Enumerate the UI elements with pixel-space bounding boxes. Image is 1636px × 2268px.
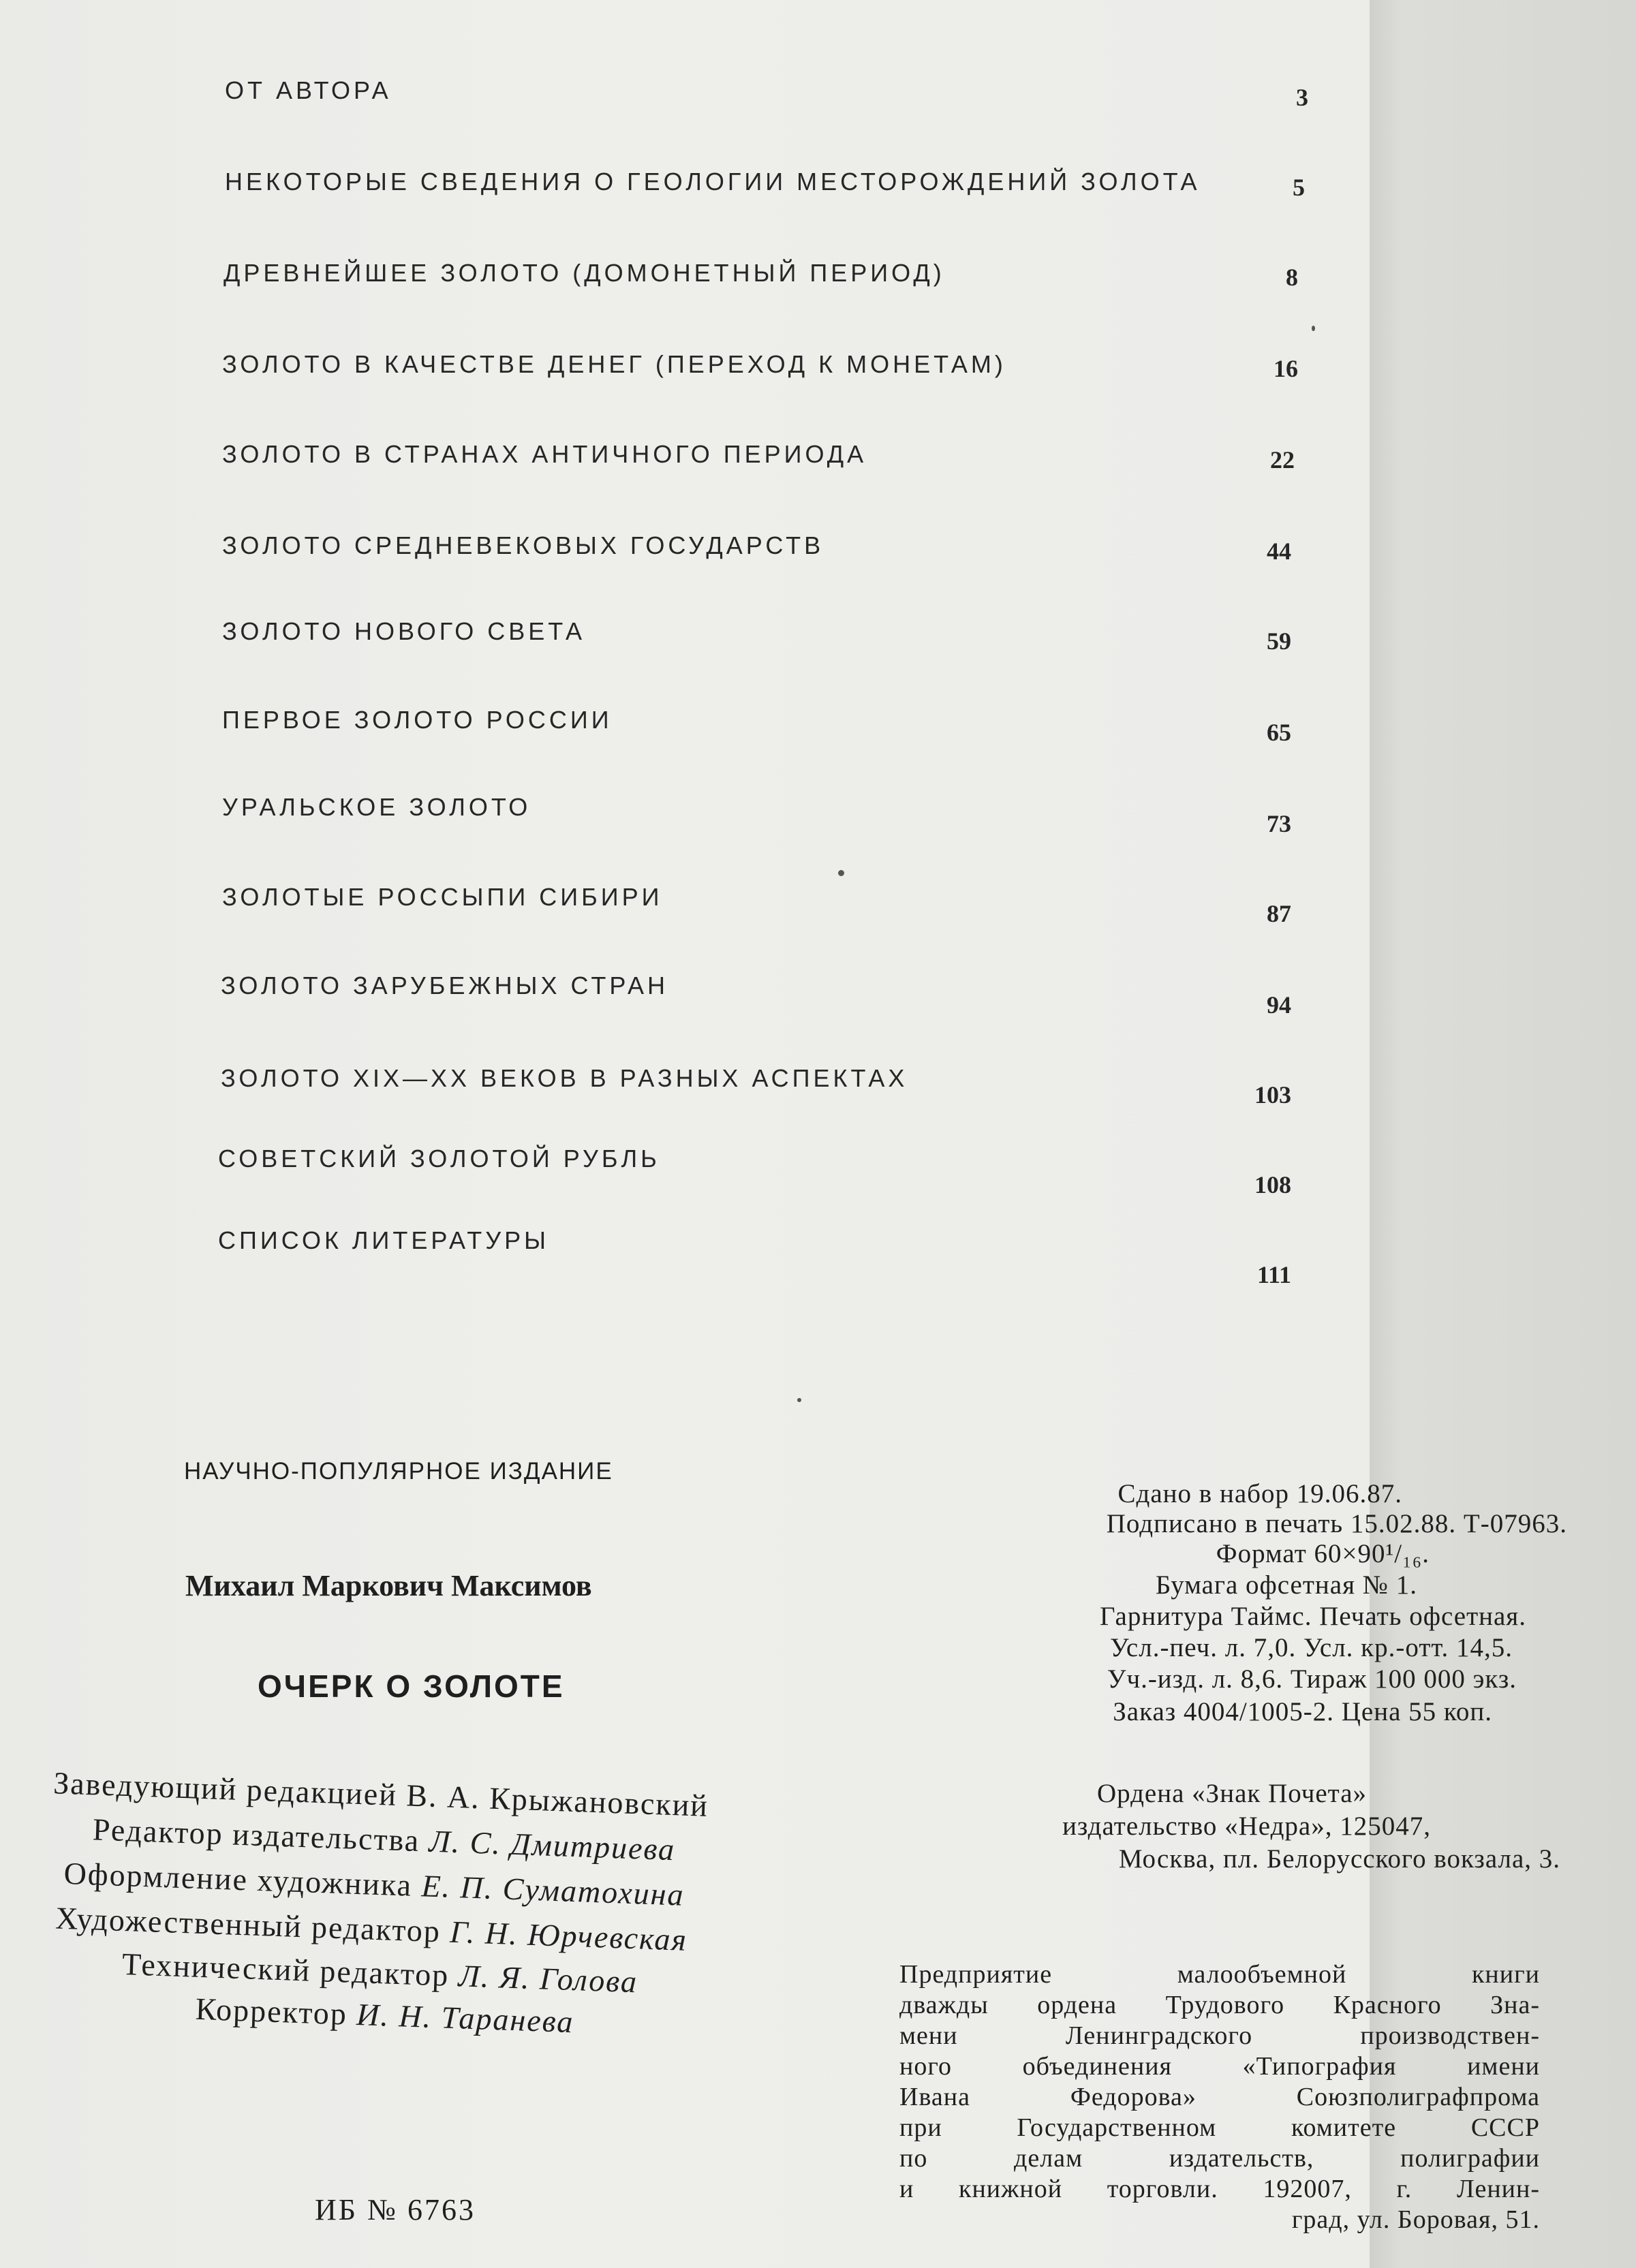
toc-title: СПИСОК ЛИТЕРАТУРЫ	[218, 1226, 549, 1254]
toc-page-number: 103	[1254, 1081, 1291, 1108]
edition-genre: НАУЧНО-ПОПУЛЯРНОЕ ИЗДАНИЕ	[184, 1458, 613, 1485]
toc-page-number: 16	[1274, 355, 1298, 382]
toc-title: ЗОЛОТО XIX—XX ВЕКОВ В РАЗНЫХ АСПЕКТАХ	[221, 1064, 908, 1092]
imprint-line: Гарнитура Таймс. Печать офсетная.	[1099, 1602, 1526, 1631]
printer-line: Ивана Федорова» Союзполиграфпрома	[899, 2083, 1540, 2111]
toc-title: ЗОЛОТО В КАЧЕСТВЕ ДЕНЕГ (ПЕРЕХОД К МОНЕТАМ)	[222, 350, 1006, 378]
underlying-page-edge	[1370, 0, 1636, 2268]
printer-line: при Государственном комитете СССР	[899, 2113, 1540, 2142]
imprint-line: Формат 60×90¹/₁₆.	[1216, 1539, 1430, 1568]
toc-page-number: 3	[1296, 84, 1308, 111]
toc-title: ЗОЛОТЫЕ РОССЫПИ СИБИРИ	[222, 883, 663, 911]
toc-page-number: 108	[1254, 1171, 1291, 1198]
credit-role: Технический редактор	[121, 1946, 450, 1993]
printer-line: дважды ордена Трудового Красного Зна-	[899, 1991, 1540, 2019]
paper-speck	[1312, 326, 1315, 331]
credit-role: Корректор	[195, 1991, 348, 2032]
toc-page-number: 87	[1267, 900, 1291, 927]
toc-page-number: 94	[1267, 991, 1291, 1019]
publisher-line: издательство «Недра», 125047,	[1062, 1812, 1431, 1841]
credit-role: Оформление художника	[63, 1855, 414, 1903]
toc-title: ЗОЛОТО СРЕДНЕВЕКОВЫХ ГОСУДАРСТВ	[222, 531, 824, 559]
imprint-line: Бумага офсетная № 1.	[1155, 1570, 1417, 1600]
toc-title: ЗОЛОТО НОВОГО СВЕТА	[222, 617, 586, 645]
toc-page-number: 65	[1267, 719, 1291, 746]
publisher-line: Москва, пл. Белорусского вокзала, 3.	[1118, 1844, 1560, 1874]
printer-line: по делам издательств, полиграфии	[899, 2144, 1540, 2173]
imprint-line: Усл.-печ. л. 7,0. Усл. кр.-отт. 14,5.	[1110, 1633, 1513, 1662]
imprint-line: Уч.-изд. л. 8,6. Тираж 100 000 экз.	[1107, 1664, 1517, 1694]
credit-role: Редактор издательства	[92, 1812, 421, 1859]
toc-page-number: 111	[1256, 1261, 1291, 1288]
printer-line: мени Ленинградского производствен-	[899, 2021, 1540, 2050]
toc-title: ДРЕВНЕЙШЕЕ ЗОЛОТО (ДОМОНЕТНЫЙ ПЕРИОД)	[223, 259, 945, 287]
toc-title: ЗОЛОТО ЗАРУБЕЖНЫХ СТРАН	[221, 972, 668, 999]
toc-page-number: 5	[1293, 174, 1305, 201]
paper-speck	[838, 870, 844, 876]
imprint-line: Заказ 4004/1005-2. Цена 55 коп.	[1113, 1697, 1492, 1726]
credit-person: И. Н. Таранева	[356, 1997, 575, 2040]
credit-person: Л. Я. Голова	[457, 1958, 638, 2000]
credit-role: Заведующий редакцией	[52, 1765, 398, 1812]
toc-page-number: 22	[1270, 446, 1295, 473]
toc-title: ЗОЛОТО В СТРАНАХ АНТИЧНОГО ПЕРИОДА	[222, 440, 867, 468]
printer-line: и книжной торговли. 192007, г. Ленин-	[899, 2175, 1540, 2203]
author-name: Михаил Маркович Максимов	[185, 1569, 592, 1602]
toc-page-number: 8	[1286, 264, 1298, 291]
printer-line: ного объединения «Типография имени	[899, 2052, 1540, 2081]
imprint-line: Сдано в набор 19.06.87.	[1117, 1479, 1402, 1508]
credit-person: В. А. Крыжановский	[405, 1777, 709, 1823]
toc-title: СОВЕТСКИЙ ЗОЛОТОЙ РУБЛЬ	[218, 1145, 660, 1172]
credit-person: Г. Н. Юрчевская	[449, 1914, 688, 1957]
toc-page-number: 73	[1267, 810, 1291, 837]
publisher-line: Ордена «Знак Почета»	[1096, 1779, 1367, 1808]
imprint-line: Подписано в печать 15.02.88. Т-07963.	[1106, 1509, 1567, 1538]
toc-title: УРАЛЬСКОЕ ЗОЛОТО	[222, 793, 531, 821]
toc-title: ПЕРВОЕ ЗОЛОТО РОССИИ	[222, 706, 613, 734]
toc-title: НЕКОТОРЫЕ СВЕДЕНИЯ О ГЕОЛОГИИ МЕСТОРОЖДЕНИЙ ЗОЛОТА	[225, 168, 1201, 196]
toc-page-number: 44	[1267, 538, 1291, 565]
printer-line: Предприятие малообъемной книги	[899, 1960, 1540, 1989]
toc-page-number: 59	[1267, 627, 1291, 655]
toc-title: ОТ АВТОРА	[225, 76, 392, 104]
printer-line: град, ул. Боровая, 51.	[1291, 2205, 1540, 2234]
ib-number: ИБ № 6763	[315, 2193, 476, 2226]
credit-role: Художественный редактор	[55, 1900, 442, 1949]
paper-speck	[797, 1398, 801, 1402]
book-title: ОЧЕРК О ЗОЛОТЕ	[258, 1668, 565, 1704]
credit-person: Л. С. Дмитриева	[428, 1823, 677, 1867]
credit-person: Е. П. Суматохина	[420, 1868, 685, 1912]
